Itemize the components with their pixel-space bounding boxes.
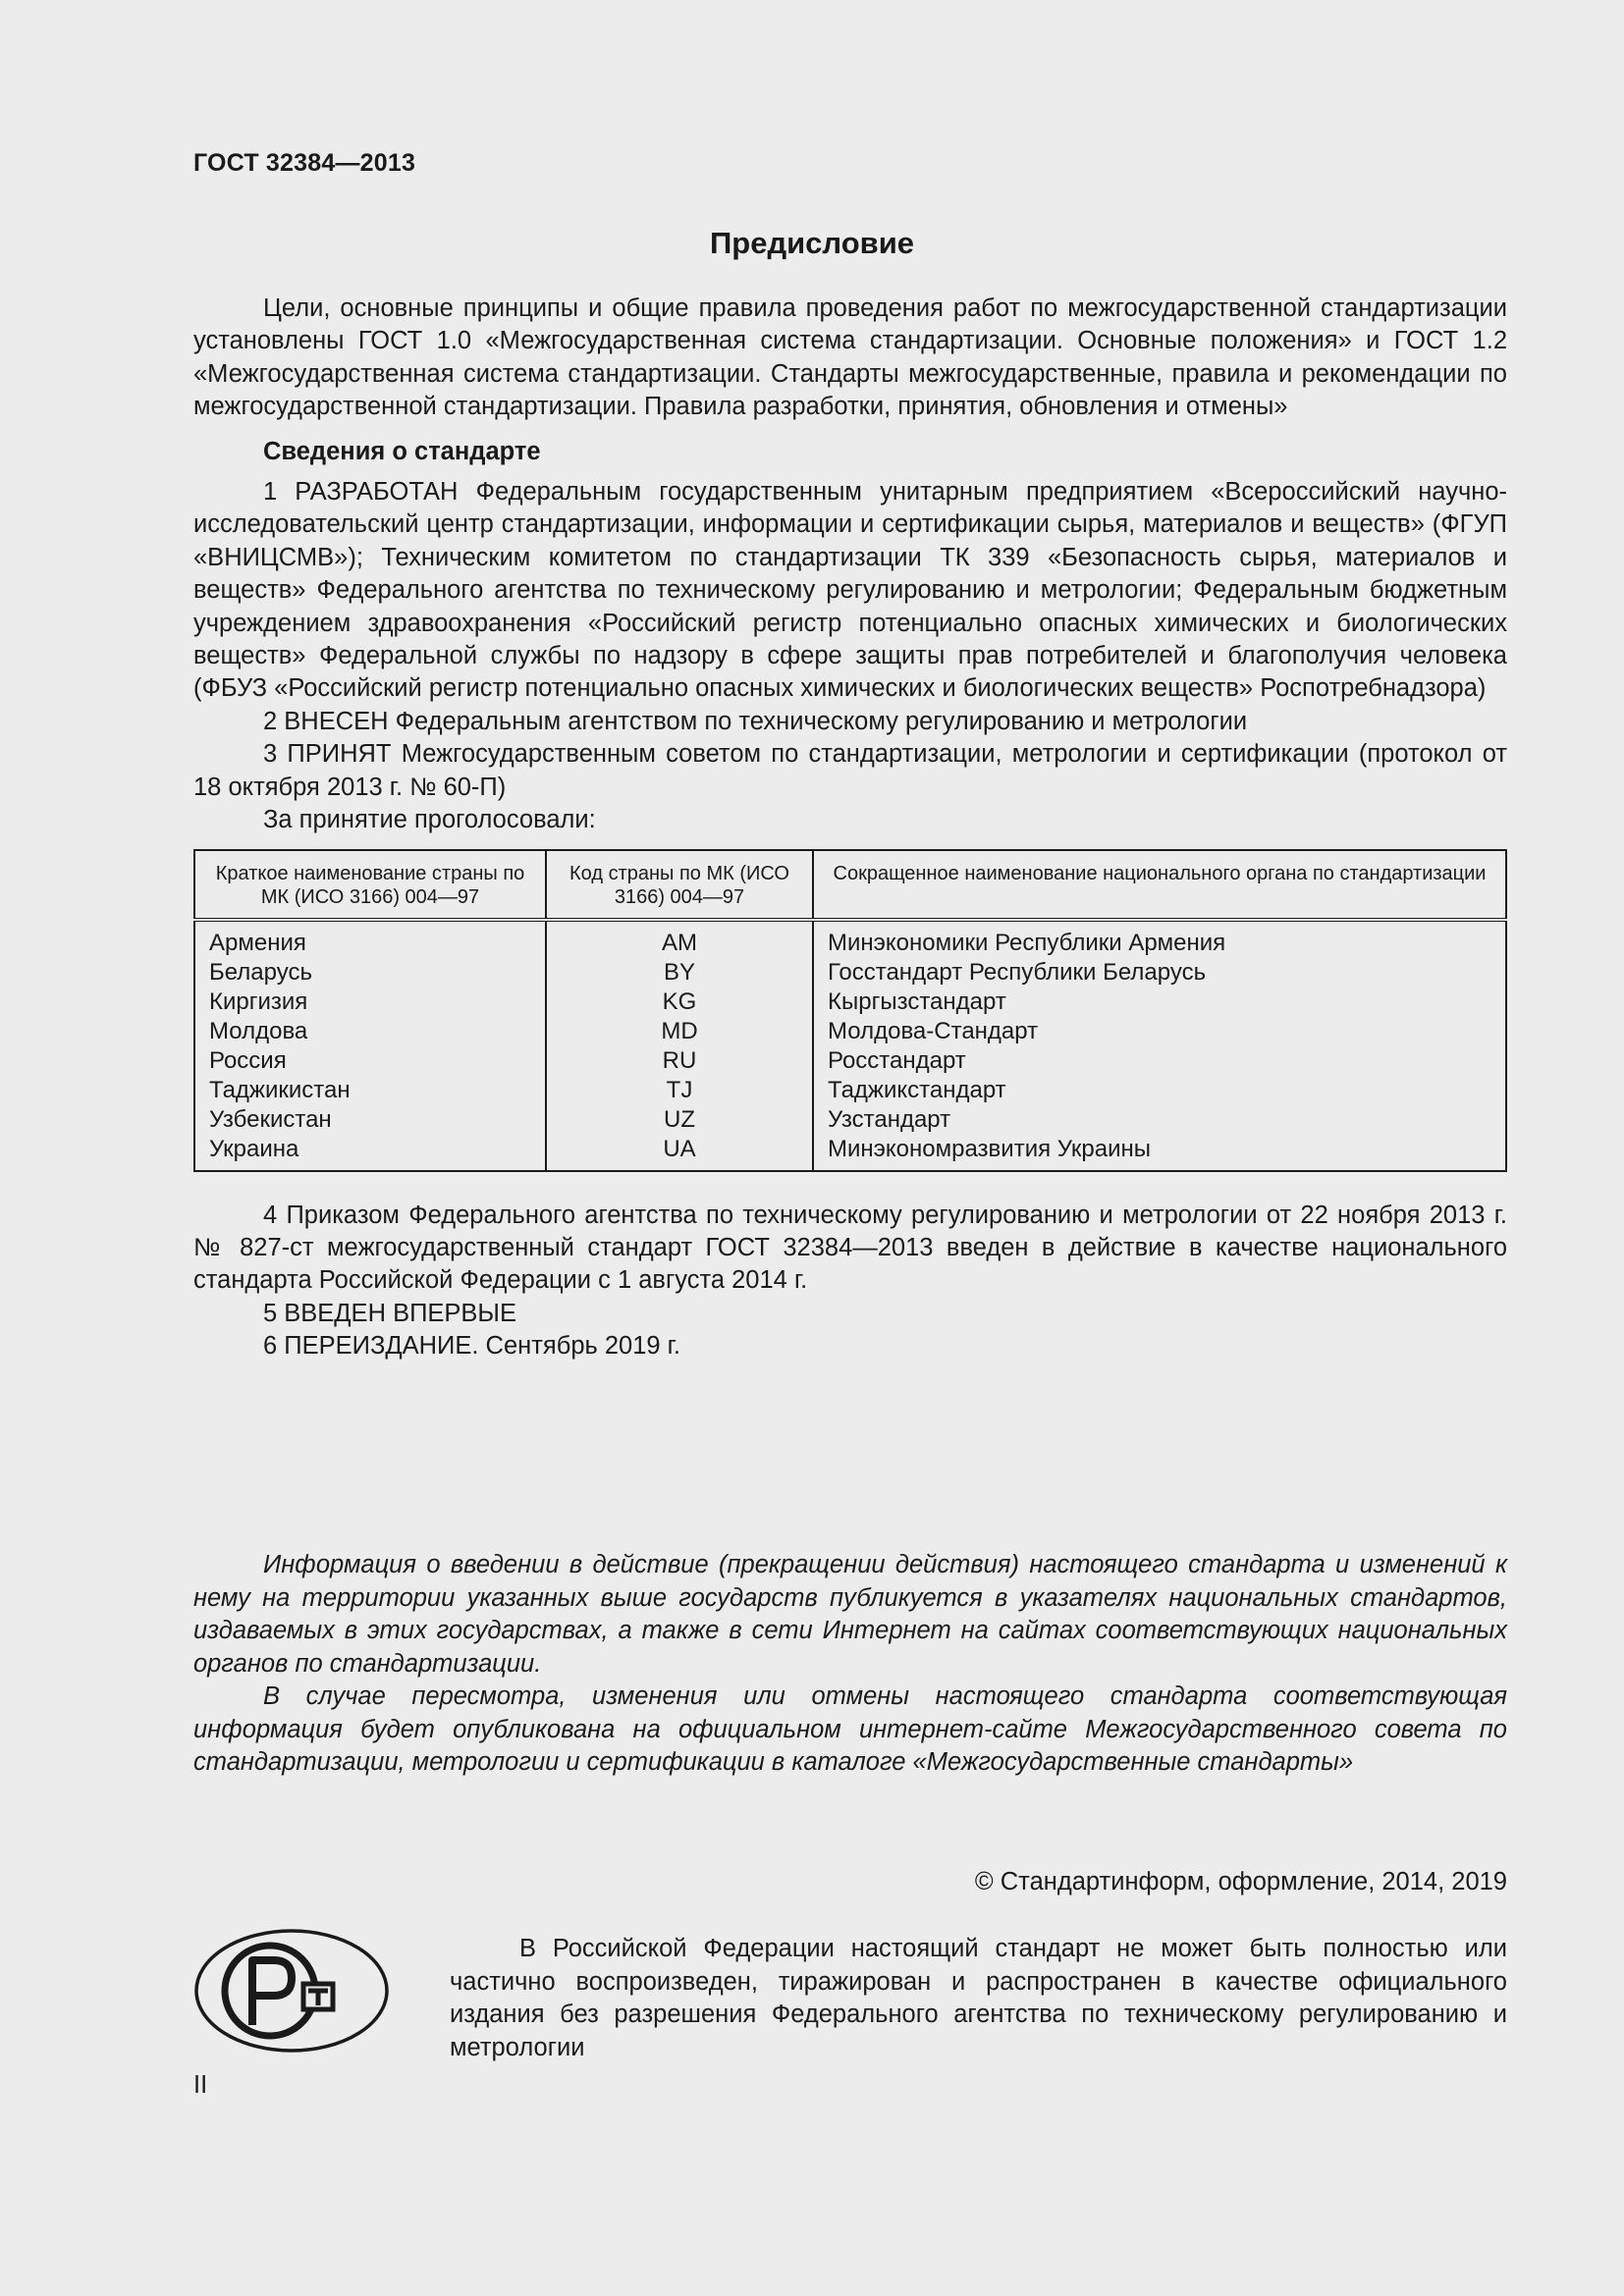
item-reissue: 6 ПЕРЕИЗДАНИЕ. Сентябрь 2019 г. — [263, 1332, 680, 1361]
national-body: Росстандарт — [828, 1046, 966, 1074]
national-body: Госстандарт Республики Беларусь — [828, 958, 1207, 986]
reproduction-text: В Российской Федерации настоящий стандарт не может быть полностью или частично воспроизведен, тиражирован и распространен в качестве официального издания без разрешения Федерального агентства по техническому регулированию и метрологии — [450, 1935, 1507, 2061]
national-body: Таджикстандарт — [828, 1076, 1006, 1103]
standard-code: ГОСТ 32384—2013 — [193, 149, 416, 177]
country-name: Беларусь — [194, 958, 546, 988]
header-country-code: Код страны по МК (ИСО 3166) 004—97 — [546, 850, 813, 920]
item-developed: 1 РАЗРАБОТАН Федеральным государственным унитарным предприятием «Всероссийский научно-исследовательский центр стандартизации, информации и сертификации сырья, материалов и веществ» (ФГУП «ВНИЦСМВ»); Техническим комитетом по стандартизации ТК 339 «Безопасность сырья, материалов и веществ» Федерального агентства по техническому регулированию и метрологии; Федеральным бюджетным учреждением здравоохранения «Российский регистр потенциально опасных химических и биологических веществ» Федеральной службы по надзору в сфере защиты прав потребителей и благополучия человека (ФБУЗ «Российский регистр потенциально опасных химических и биологических веществ» Роспотребнадзора) — [193, 478, 1507, 703]
table-row — [194, 958, 1506, 988]
country-name: Армения — [194, 920, 546, 958]
national-body: Узстандарт — [828, 1105, 951, 1133]
country-code: BY — [546, 958, 813, 988]
item-enacted: 4 Приказом Федерального агентства по техническому регулированию и метрологии от 22 ноября 2013 г. № 827-ст межгосударственный стандарт ГОСТ 32384—2013 введен в действие в качестве национального стандарта Российской Федерации с 1 августа 2014 г. — [193, 1201, 1507, 1295]
item-adopted: 3 ПРИНЯТ Межгосударственным советом по стандартизации, метрологии и сертификации (протокол от 18 октября 2013 г. № 60-П) — [193, 740, 1507, 801]
notice-paragraph-2: В случае пересмотра, изменения или отмены настоящего стандарта соответствующая информация будет опубликована на официальном интернет-сайте Межгосударственного совета по стандартизации, метрологии и сертификации в каталоге «Межгосударственные стандарты» — [193, 1682, 1507, 1776]
country-name: Узбекистан — [194, 1105, 546, 1135]
country-code: AM — [546, 920, 813, 958]
country-code: RU — [546, 1046, 813, 1076]
table-row — [194, 1105, 1506, 1135]
country-code: KG — [546, 988, 813, 1017]
item-submitted: 2 ВНЕСЕН Федеральным агентством по техническому регулированию и метрологии — [263, 707, 1248, 735]
country-name: Киргизия — [194, 988, 546, 1017]
intro-paragraph: Цели, основные принципы и общие правила проведения работ по межгосударственной стандартизации установлены ГОСТ 1.0 «Межгосударственная система стандартизации. Основные положения» и ГОСТ 1.2 «Межгосударственная система стандартизации. Стандарты межгосударственные, правила и рекомендации по межгосударственной стандартизации. Правила разработки, принятия, обновления и отмены» — [193, 294, 1507, 421]
table-row — [194, 920, 1506, 958]
table-row — [194, 1017, 1506, 1046]
country-code: TJ — [546, 1076, 813, 1105]
table-header-row — [194, 850, 1506, 920]
reproduction-notice — [450, 1933, 1507, 2064]
foreword-body — [193, 293, 1507, 1363]
country-name: Россия — [194, 1046, 546, 1076]
information-notice — [193, 1549, 1507, 1780]
info-heading: Сведения о стандарте — [263, 437, 541, 465]
header-country-name: Краткое наименование страны по МК (ИСО 3166) 004—97 — [194, 850, 546, 920]
page-title: Предисловие — [709, 226, 914, 260]
notice-paragraph-1: Информация о введении в действие (прекращении действия) настоящего стандарта и изменений к нему на территории указанных выше государств публикуется в указателях национальных стандартов, издаваемых в этих государствах, а также в сети Интернет на сайтах соответствующих национальных органов по стандартизации. — [193, 1551, 1507, 1678]
votes-intro: За принятие проголосовали: — [263, 806, 596, 834]
country-name: Украина — [194, 1135, 546, 1171]
table-row — [194, 1135, 1506, 1171]
page-number: II — [193, 2071, 208, 2099]
gost-r-certification-mark-icon — [193, 1927, 390, 2055]
header-national-body: Сокращенное наименование национального органа по стандартизации — [813, 850, 1506, 920]
national-body: Молдова-Стандарт — [828, 1017, 1039, 1044]
country-name: Таджикистан — [194, 1076, 546, 1105]
item-first-introduced: 5 ВВЕДЕН ВПЕРВЫЕ — [263, 1299, 517, 1327]
national-body: Кыргызстандарт — [828, 988, 1006, 1015]
table-row — [194, 988, 1506, 1017]
copyright-line: © Стандартинформ, оформление, 2014, 2019 — [974, 1868, 1507, 1896]
table-row — [194, 1076, 1506, 1105]
table-row — [194, 1046, 1506, 1076]
national-body: Минэкономики Республики Армения — [828, 929, 1226, 956]
votes-table — [193, 849, 1507, 1172]
country-code: MD — [546, 1017, 813, 1046]
country-name: Молдова — [194, 1017, 546, 1046]
country-code: UA — [546, 1135, 813, 1171]
country-code: UZ — [546, 1105, 813, 1135]
national-body: Минэкономразвития Украины — [828, 1135, 1152, 1162]
